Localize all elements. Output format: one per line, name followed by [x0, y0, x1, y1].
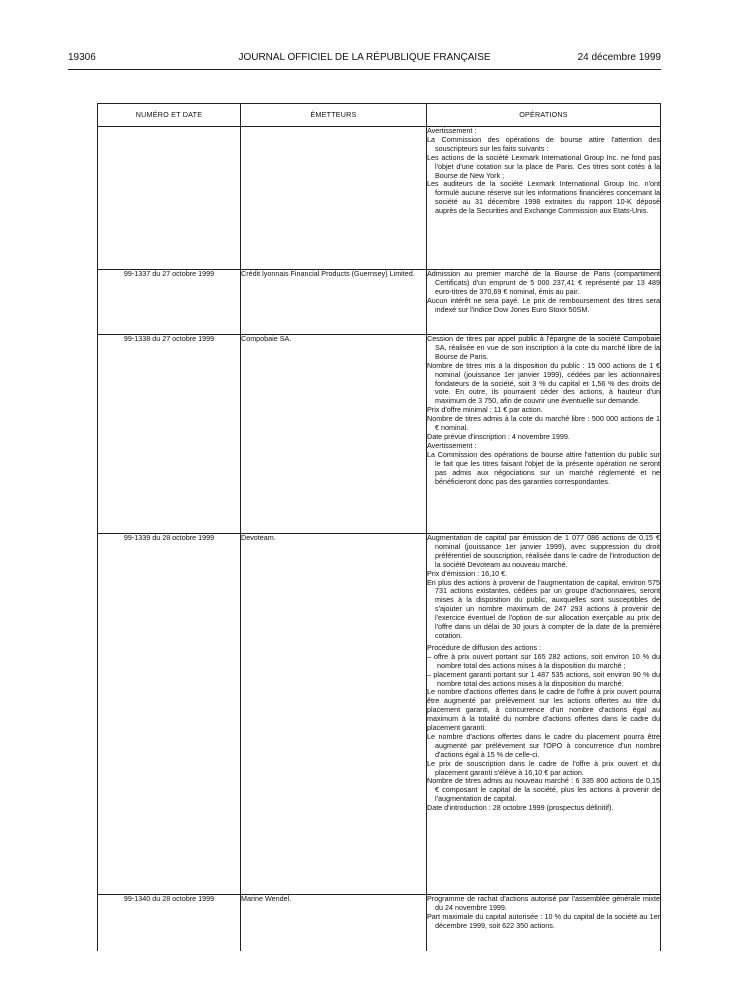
cell-emetteur: Marine Wendel. [241, 895, 427, 952]
column-header-operations: OPÉRATIONS [427, 104, 661, 127]
column-header-emetteurs: ÉMETTEURS [241, 104, 427, 127]
cell-numero-date: 99-1339 du 28 octobre 1999 [98, 534, 241, 895]
operation-paragraph: Aucun intérêt ne sera payé. Le prix de remboursement des titres sera indexé sur l'indice Dow Jones Euro Stoxx 50SM. [427, 295, 660, 314]
cell-operations [427, 335, 661, 534]
table-row [98, 127, 661, 270]
cell-operations [427, 534, 661, 895]
operation-paragraph: La Commission des opérations de bourse attire l'attention du public sur le fait que les titres faisant l'objet de la présente opération ne seront pas admis aux négociations sur un marché réglementé et ne bénéficieront donc pas des garanties correspondantes. [427, 449, 660, 486]
operation-paragraph: En plus des actions à provenir de l'augmentation de capital, environ 575 731 actions existantes, cédées par un groupe d'actionnaires, seront mises à la disposition du public, auxquelles sont susceptibles de s'ajouter un nombre maximum de 247 293 actions à provenir de l'exercice éventuel de l'option de sur allocation exerçable au prix de l'offre dans un délai de 30 jours à compter de la date de la première cotation. [427, 577, 660, 640]
table-row [98, 895, 661, 952]
header-rule [68, 69, 661, 70]
operation-paragraph: Cession de titres par appel public à l'épargne de la société Compobaie SA, réalisée en vue de son inscription à la cote du marché libre de la Bourse de Paris. [427, 334, 660, 361]
cell-numero-date [98, 127, 241, 270]
operation-paragraph: Admission au premier marché de la Bourse de Paris (compartiment Certificats) d'un emprunt de 5 000 237,41 € représenté par 13 489 euro-titres de 370,69 € nominal, émis au pair. [427, 269, 660, 296]
operation-paragraph: Programme de rachat d'actions autorisé par l'assemblée générale mixte du 24 novembre 1999. [427, 894, 660, 912]
operation-paragraph: Le nombre d'actions offertes dans le cadre du placement pourra être augmenté par prélèvement sur l'OPO à concurrence d'un nombre d'actions égal à 15 % de celle-ci. [427, 731, 660, 759]
page-number: 19306 [68, 52, 96, 63]
operation-paragraph: Avertissement : [427, 440, 477, 450]
issue-date: 24 décembre 1999 [577, 52, 661, 63]
cell-numero-date: 99-1337 du 27 octobre 1999 [98, 270, 241, 335]
column-header-numero: NUMÉRO ET DATE [98, 104, 241, 127]
operations-table [97, 103, 661, 951]
operation-paragraph: Les actions de la société Lexmark International Group Inc. ne fond pas l'objet d'une cotation sur la place de Paris. Ces titres sont cotés à la Bourse de New York ; [427, 152, 660, 180]
operation-paragraph: Nombre de titres admis au nouveau marché : 6 335 800 actions de 0,15 € composant le capital de la société, plus les actions à provenir de l'augmentation de capital. [427, 776, 660, 804]
cell-operations [427, 127, 661, 270]
page-header [68, 52, 661, 68]
cell-numero-date: 99-1340 du 28 octobre 1999 [98, 895, 241, 952]
operation-paragraph: Augmentation de capital par émission de 1 077 086 actions de 0,15 € nominal (jouissance 1er janvier 1999), avec suppression du droit préférentiel de souscription, réalisée dans le cadre de l'introduction de la société Devoteam au nouveau marché. [427, 533, 660, 569]
table-row [98, 335, 661, 534]
operation-paragraph: Nombre de titres admis à la cote du marché libre : 500 000 actions de 1 € nominal. [427, 414, 660, 433]
operation-paragraph: Part maximale du capital autorisée : 10 % du capital de la société au 1er décembre 1999, soit 622 350 actions. [427, 911, 660, 930]
operation-paragraph: Procédure de diffusion des actions : [427, 642, 542, 652]
operation-paragraph: Prix d'offre minimal : 11 € par action. [427, 405, 543, 415]
operation-paragraph: – offre à prix ouvert portant sur 165 282 actions, soit environ 10 % du nombre total des actions mises à la disposition du marché ; [427, 651, 660, 670]
cell-operations [427, 895, 661, 952]
cell-emetteur: Crédit lyonnais Financial Products (Guernsey) Limited. [241, 270, 427, 335]
cell-emetteur [241, 127, 427, 270]
operation-paragraph: Date prévue d'inscription : 4 novembre 1999. [427, 431, 570, 441]
operation-paragraph: Nombre de titres mis à la disposition du public : 15 000 actions de 1 € nominal (jouissance 1er janvier 1999), cédées par les actionnaires fondateurs de la société, soit 3 % du capital et 1,56 % des droits de vote. En outre, ils pourraient céder des actions, à hauteur d'un maximum de 3 750, afin de couvrir une éventuelle sur demande. [427, 360, 660, 406]
operation-paragraph: Le nombre d'actions offertes dans le cadre de l'offre à prix ouvert pourra être augmenté par prélèvement sur les actions offertes au titre du placement garanti, à concurrence d'un nombre d'actions égal au maximum à la totalité du nombre d'actions offertes dans le cadre du placement garanti. [427, 687, 660, 733]
table-row [98, 270, 661, 335]
operation-paragraph: – placement garanti portant sur 1 487 535 actions, soit environ 90 % du nombre total des actions mises à la disposition du marché. [427, 669, 660, 688]
operation-paragraph: Les auditeurs de la société Lexmark International Group Inc. n'ont formulé aucune réserve sur les informations financières concernant la société au 31 décembre 1998 extraites du rapport 10-K déposé auprès de la Securities and Exchange Commission aux Etats-Unis. [427, 179, 660, 216]
cell-emetteur: Devoteam. [241, 534, 427, 895]
cell-emetteur: Compobaie SA. [241, 335, 427, 534]
table-row [98, 534, 661, 895]
operation-paragraph: Prix d'émission : 16,10 €. [427, 568, 508, 578]
journal-title: JOURNAL OFFICIEL DE LA RÉPUBLIQUE FRANÇAISE [238, 52, 491, 63]
cell-numero-date: 99-1338 du 27 octobre 1999 [98, 335, 241, 534]
operation-paragraph: La Commission des opérations de bourse attire l'attention des souscripteurs sur les faits suivants : [427, 134, 660, 153]
operation-paragraph: Date d'introduction : 28 octobre 1999 (prospectus définitif). [427, 803, 614, 813]
table-header-row [98, 104, 661, 127]
cell-operations [427, 270, 661, 335]
operation-paragraph: Le prix de souscription dans le cadre de l'offre à prix ouvert et du placement garanti s'élève à 16,10 € par action. [427, 758, 660, 777]
operation-paragraph: Avertissement : [427, 126, 477, 135]
